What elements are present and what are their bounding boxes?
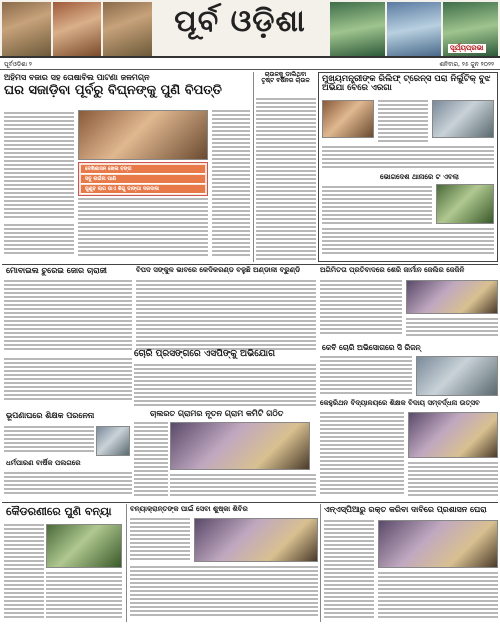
- story-11-body-2: [46, 572, 122, 620]
- page-label: ପୂର୍ବଓଡ଼ିଶା ୨: [4, 61, 32, 68]
- story-8b-headline: ଧର୍ମପାରଣ ବାର୍ଷିକ ପଲଗରେ: [6, 459, 81, 467]
- story-7b-photo: [170, 422, 310, 470]
- story-4-body-2: [4, 358, 132, 404]
- story-1-body-3: [4, 224, 74, 260]
- column-divider: [126, 504, 127, 622]
- story-1-highlight-box: [78, 162, 208, 196]
- story-3-body-2: [322, 146, 494, 170]
- story-1-body: [4, 112, 74, 222]
- story-10-headline: କେହୁରିଥନ ବିଦ୍ୟାଳୟରେ ଶିକ୍ଷକ ବିଦାୟ ସମ୍ବର୍ଦ୍ଧନା ଉତ୍ସବ: [320, 399, 480, 407]
- story-12-headline: ବନ୍ୟାକ୍ରାନ୍ତଙ୍କ ପାଇଁ ସେବା ଶୁଷ୍କା ଶିବିର: [130, 505, 248, 513]
- story-9-headline: କେବି ଚୋରି ଅଭିସୋଗରେ ସି ରିଜନ୍: [322, 343, 421, 352]
- story-6-body: [320, 280, 402, 340]
- story-5-body: [136, 280, 316, 354]
- story-1-bullet: ଦେଖିଶାସନ ଖେଳା ବଙ୍ଗ: [81, 165, 205, 174]
- story-13-body-2: [378, 572, 498, 620]
- newspaper-title: ପୂର୍ବ ଓଡ଼ିଶା: [174, 4, 306, 39]
- story-12-body-2: [130, 566, 318, 620]
- story-3-body: [378, 100, 428, 144]
- story-2-headline: ଚାଉଳକୁ ଡାଲିଥିବା ତୃଷ୍ଟ ବର୍ଷିନର ଚାଉଳ: [261, 71, 310, 85]
- story-9-body: [320, 356, 412, 396]
- story-5-headline: ବିପଦ ସଙ୍କୁଳ ଭାବରେ କେଦିକରଣ୍ଡ ବଳୁଛି ଅଣ୍ଡାଳୀ ବ୍ରୁଣ୍ଡି: [136, 266, 301, 274]
- story-6-photo: [406, 280, 498, 314]
- masthead-photo-left: [2, 2, 152, 56]
- story-3b-body-2: [322, 228, 494, 258]
- column-divider: [253, 72, 254, 262]
- story-7b-headline: ଚାଲରତ ଗ୍ରାମର ନୂତନ ଗ୍ରାମ କମିଟି ଗଠିତ: [150, 409, 284, 418]
- newspaper-logo: ସୂର୍ଯ୍ୟପ୍ରଭା: [450, 44, 484, 52]
- story-12-body: [130, 518, 190, 562]
- story-3-headline: ମୁଖ୍ୟମନ୍ତ୍ରୀଙ୍କ ରିଲିଫ୍ ଟ୍ରେନ୍ସ ପରା ନିର୍ଲୁଟିକ୍ ବୁଝ ଅଭିଯା ବେରେ ଏରଗା: [322, 74, 491, 93]
- story-10-photo: [408, 412, 498, 458]
- column-divider: [320, 504, 321, 622]
- story-13-photo: [378, 520, 498, 568]
- story-6-headline: ଅଗିମିତତା ପ୍ରତିବାଦରେ ଶେରି ଜାର୍ମାନ ଜେଲିର ଜେଜିନି: [320, 266, 465, 274]
- story-7b-body-2: [170, 474, 316, 498]
- story-3b-body: [322, 186, 432, 226]
- story-7-body: [134, 364, 316, 408]
- story-13-body: [324, 520, 374, 620]
- story-3-photo-2: [432, 100, 494, 138]
- story-8-body: [4, 426, 94, 456]
- story-7b-body: [134, 422, 168, 498]
- story-1-body-4: [212, 110, 250, 260]
- story-11-headline: କୈଡରଣୀରେ ପୁଣି ବନ୍ୟା: [6, 505, 112, 518]
- story-13-headline: ଏନ୍‌ଏସ୍‌ପିଆରୁ ରକ୍ତ କରିବା ଦାବିରେ ପ୍ରଶାସନ ଘେରା: [324, 505, 487, 514]
- story-10-body-2: [408, 462, 498, 498]
- story-1-bullet: ସବୁ ନାଇଁନା ପାଣି: [81, 175, 205, 184]
- story-8b-body: [4, 472, 132, 498]
- story-1-bullet: ପୁଣୁବ ଲାଗ ପାଏ ଶିଗୁ ଡାଙ୍ଗା ଦରଦାଳା: [81, 185, 205, 194]
- story-11-body: [4, 524, 44, 620]
- section-divider: [2, 502, 498, 503]
- date: ଶନିବାର, ୨୫ ଜୁନ ୨୦୨୨: [439, 61, 494, 68]
- story-3b-headline: ଭୋଗଦେଶ ଥାନାରେ ଟ ଏବଲା: [380, 173, 459, 181]
- story-4-headline: ମୋବାଇଲ ଚୁରେଇ ଜୋର ଚାରାଜୀ: [6, 266, 107, 275]
- story-7-headline: ଚୋରି ପ୍ରସଙ୍ଗରେ ଏସପିଙ୍କୁ ଅଭିଯୋଗ: [134, 349, 275, 359]
- story-8-photo: [96, 426, 130, 456]
- story-2-body: [256, 98, 316, 262]
- story-10-body: [320, 412, 404, 498]
- story-1-headline: ଘର ସଜାଡ଼ିବା ପୂର୍ବରୁ ବିଘ୍ନଙ୍କୁ ପୁଣି ବିପତ୍ତି: [4, 83, 222, 98]
- dateline: [0, 60, 500, 70]
- story-12-photo: [194, 518, 318, 562]
- story-11-photo: [46, 524, 122, 568]
- story-1-photo: [78, 110, 208, 160]
- story-3-photo-1: [322, 100, 374, 138]
- story-6-body-2: [406, 318, 498, 340]
- story-1-body-2: [78, 198, 208, 260]
- story-8-headline: ଭୂପଣାଘରେ ଶିକ୍ଷକ ପରନେନା: [6, 411, 95, 420]
- story-1-kicker: ଅହିମସ ବଜାର ସହ ତୋଷାବିଲ ପାଟଣା ଜଳମଗ୍ନ: [4, 73, 150, 82]
- section-divider: [2, 264, 498, 265]
- story-3b-photo: [436, 184, 494, 224]
- story-4-body: [4, 280, 132, 354]
- story-9-photo: [416, 356, 498, 396]
